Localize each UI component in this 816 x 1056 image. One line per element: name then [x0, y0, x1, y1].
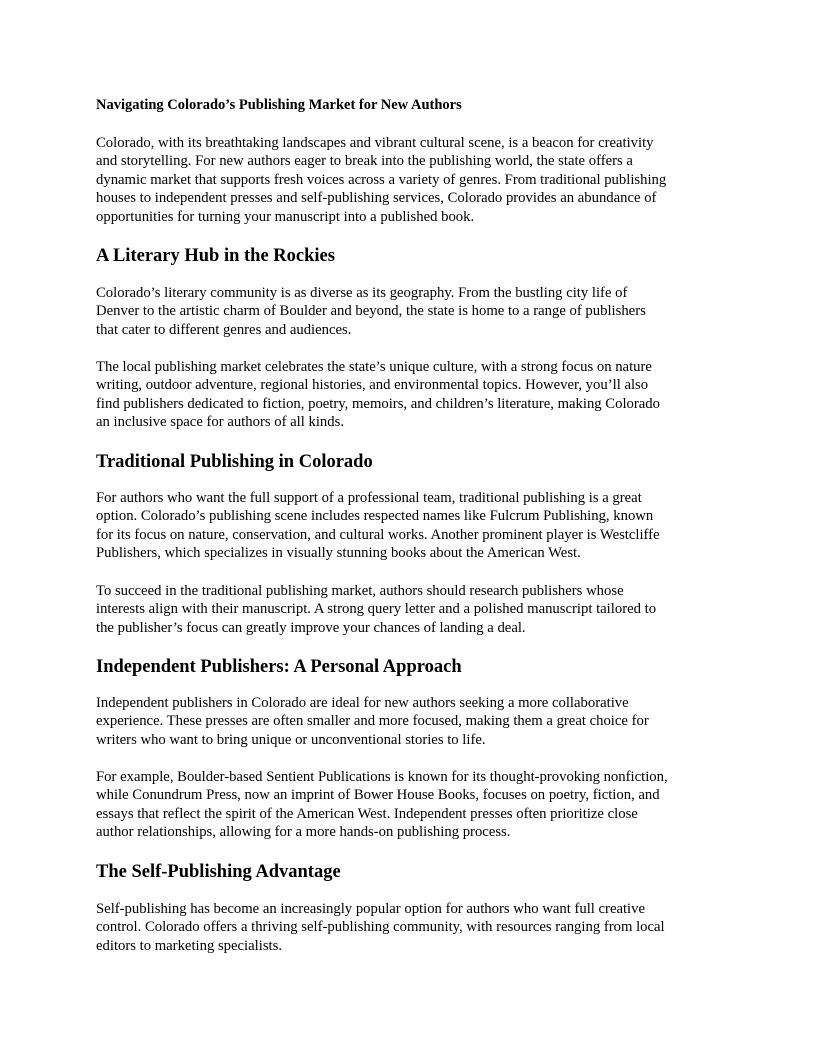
paragraph-line: essays that reflect the spirit of the American West. Independent presses often prioritize close: [96, 805, 638, 822]
section-paragraph: [96, 489, 660, 563]
paragraph-line: interests align with their manuscript. A strong query letter and a polished manuscript tailored to: [96, 601, 657, 618]
paragraph-line: For example, Boulder-based Sentient Publications is known for its thought-provoking nonfiction,: [96, 769, 668, 785]
paragraph-line: experience. These presses are often smaller and more focused, making them a great choice for: [96, 713, 649, 730]
paragraph-line: author relationships, allowing for a more hands-on publishing process.: [96, 824, 511, 841]
section-heading-independent-publishers: Independent Publishers: A Personal Approach: [96, 657, 462, 677]
section-paragraph: [96, 582, 656, 637]
paragraph-line: writing, outdoor adventure, regional histories, and environmental topics. However, you’ll also: [96, 377, 649, 394]
paragraph-line: For authors who want the full support of a professional team, traditional publishing is a great: [96, 490, 642, 506]
paragraph-line: Publishers, which specializes in visually stunning books about the American West.: [96, 545, 581, 562]
paragraph-line: and storytelling. For new authors eager to break into the publishing world, the state offers a: [96, 153, 633, 170]
paragraph-line: Colorado’s literary community is as diverse as its geography. From the bustling city life of: [96, 285, 628, 301]
section-paragraph: [96, 694, 649, 749]
section-heading-traditional-publishing: Traditional Publishing in Colorado: [96, 452, 373, 472]
paragraph-line: Self-publishing has become an increasingly popular option for authors who want full creative: [96, 901, 646, 917]
paragraph-line: Colorado, with its breathtaking landscapes and vibrant cultural scene, is a beacon for creativity: [96, 135, 654, 151]
paragraph-line: writers who want to bring unique or unconventional stories to life.: [96, 731, 486, 748]
section-paragraph: [96, 768, 668, 842]
paragraph-line: dynamic market that supports fresh voices across a variety of genres. From traditional publishing: [96, 171, 667, 188]
paragraph-line: The local publishing market celebrates the state’s unique culture, with a strong focus on nature: [96, 359, 652, 375]
paragraph-line: find publishers dedicated to fiction, poetry, memoirs, and children’s literature, making Colorado: [96, 395, 660, 412]
paragraph-line: while Conundrum Press, now an imprint of Bower House Books, focuses on poetry, fiction, and: [96, 787, 660, 804]
intro-paragraph: [96, 134, 666, 226]
paragraph-line: editors to marketing specialists.: [96, 937, 283, 954]
paragraph-line: Independent publishers in Colorado are ideal for new authors seeking a more collaborative: [96, 695, 629, 711]
document-title: Navigating Colorado’s Publishing Market for New Authors: [96, 97, 462, 113]
section-paragraph: [96, 358, 660, 432]
paragraph-line: houses to independent presses and self-publishing services, Colorado provides an abundance of: [96, 190, 657, 207]
paragraph-line: control. Colorado offers a thriving self-publishing community, with resources ranging from local: [96, 919, 665, 936]
paragraph-line: the publisher’s focus can greatly improve your chances of landing a deal.: [96, 619, 526, 636]
paragraph-line: opportunities for turning your manuscript into a published book.: [96, 208, 475, 225]
paragraph-line: To succeed in the traditional publishing market, authors should research publishers whose: [96, 583, 624, 599]
section-heading-self-publishing: The Self-Publishing Advantage: [96, 862, 341, 882]
paragraph-line: option. Colorado’s publishing scene includes respected names like Fulcrum Publishing, known: [96, 508, 654, 525]
section-heading-literary-hub: A Literary Hub in the Rockies: [96, 246, 335, 266]
paragraph-line: an inclusive space for authors of all kinds.: [96, 414, 344, 431]
section-paragraph: [96, 284, 646, 339]
section-paragraph: [96, 900, 665, 955]
paragraph-line: for its focus on nature, conservation, and cultural works. Another prominent player is Westcliffe: [96, 526, 660, 543]
paragraph-line: that cater to different genres and audiences.: [96, 321, 352, 338]
paragraph-line: Denver to the artistic charm of Boulder and beyond, the state is home to a range of publishers: [96, 303, 646, 320]
